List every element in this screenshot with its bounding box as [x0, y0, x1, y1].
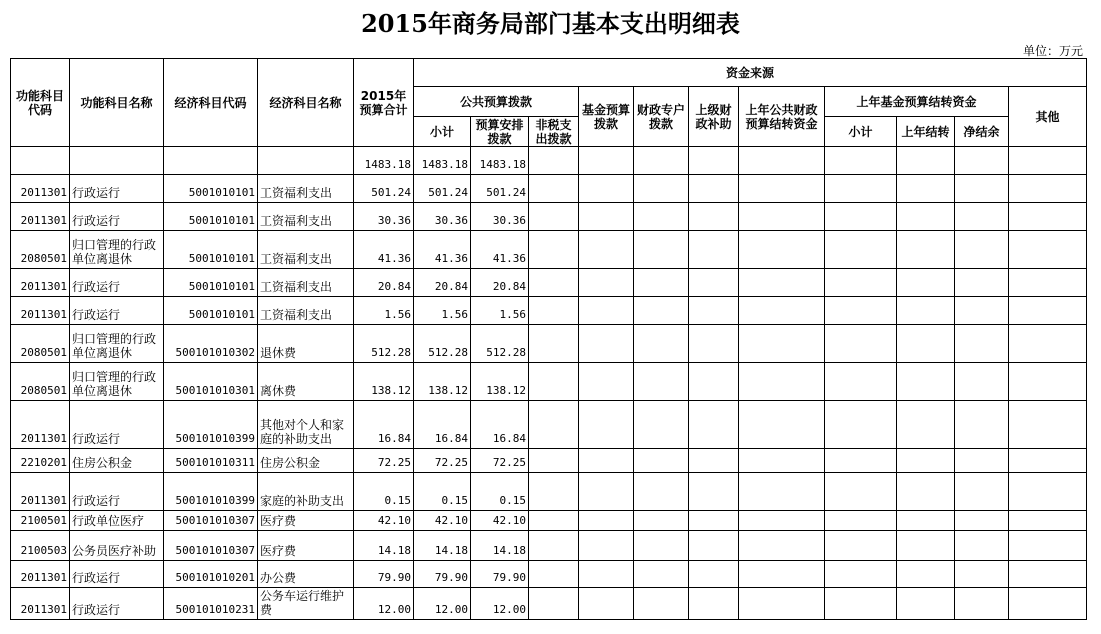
econ-name-cell: 离休费	[258, 363, 354, 401]
empty-cell	[955, 401, 1009, 449]
empty-cell	[579, 175, 634, 203]
arranged-cell: 20.84	[471, 269, 529, 297]
unit-label: 单位：万元	[1022, 44, 1083, 58]
total-cell: 72.25	[354, 449, 414, 473]
empty-cell	[897, 231, 955, 269]
econ-code-cell: 500101010307	[164, 531, 258, 561]
empty-cell	[634, 175, 689, 203]
func-name-cell: 行政运行	[70, 401, 164, 449]
empty-cell	[689, 363, 739, 401]
subtotal-cell: 12.00	[414, 588, 471, 620]
empty-cell	[579, 561, 634, 588]
table-row	[11, 531, 1087, 561]
subtotal-cell: 30.36	[414, 203, 471, 231]
empty-cell	[689, 401, 739, 449]
func-name-cell: 公务员医疗补助	[70, 531, 164, 561]
empty-cell	[955, 269, 1009, 297]
empty-cell	[689, 269, 739, 297]
subtotal-cell: 20.84	[414, 269, 471, 297]
empty-cell	[529, 363, 579, 401]
total-cell: 42.10	[354, 511, 414, 531]
empty-cell	[579, 297, 634, 325]
arranged-cell: 16.84	[471, 401, 529, 449]
empty-cell	[634, 231, 689, 269]
arranged-cell: 79.90	[471, 561, 529, 588]
empty-cell	[579, 401, 634, 449]
empty-cell	[689, 531, 739, 561]
budget-table	[10, 58, 1087, 620]
econ-code-cell: 500101010302	[164, 325, 258, 363]
empty-cell	[579, 325, 634, 363]
header-econ-name: 经济科目名称	[258, 59, 354, 147]
header-arranged: 预算安排拨款	[471, 117, 529, 147]
func-name-cell: 行政运行	[70, 175, 164, 203]
table-row	[11, 473, 1087, 511]
empty-cell	[739, 175, 825, 203]
table-row	[11, 449, 1087, 473]
econ-code-cell: 500101010301	[164, 363, 258, 401]
econ-name-cell: 医疗费	[258, 511, 354, 531]
func-code-cell: 2011301	[11, 473, 70, 511]
empty-cell	[825, 175, 897, 203]
func-name-cell: 归口管理的行政单位离退休	[70, 325, 164, 363]
func-code-cell: 2080501	[11, 325, 70, 363]
empty-cell	[1009, 531, 1087, 561]
empty-cell	[955, 175, 1009, 203]
empty-cell	[897, 401, 955, 449]
header-func-name: 功能科目名称	[70, 59, 164, 147]
empty-cell	[955, 449, 1009, 473]
empty-cell	[739, 449, 825, 473]
arranged-cell: 72.25	[471, 449, 529, 473]
empty-cell	[955, 203, 1009, 231]
empty-cell	[634, 203, 689, 231]
econ-name-cell: 公务车运行维护费	[258, 588, 354, 620]
empty-cell	[739, 269, 825, 297]
empty-cell	[955, 473, 1009, 511]
empty-cell	[689, 511, 739, 531]
econ-name-cell: 工资福利支出	[258, 203, 354, 231]
func-name-cell: 归口管理的行政单位离退休	[70, 231, 164, 269]
total-cell: 12.00	[354, 588, 414, 620]
table-row	[11, 363, 1087, 401]
header-other: 其他	[1009, 87, 1087, 147]
empty-cell	[529, 561, 579, 588]
empty-cell	[529, 203, 579, 231]
empty-cell	[897, 297, 955, 325]
total-cell: 41.36	[354, 231, 414, 269]
subtotal-cell: 42.10	[414, 511, 471, 531]
empty-cell	[529, 297, 579, 325]
empty-cell	[689, 561, 739, 588]
total-cell: 138.12	[354, 363, 414, 401]
empty-cell	[1009, 297, 1087, 325]
empty-cell	[955, 511, 1009, 531]
empty-cell	[825, 531, 897, 561]
empty-cell	[634, 449, 689, 473]
empty-cell	[739, 561, 825, 588]
total-row-total: 1483.18	[354, 147, 414, 175]
func-name-cell: 行政运行	[70, 473, 164, 511]
empty-cell	[897, 511, 955, 531]
econ-code-cell: 5001010101	[164, 297, 258, 325]
empty-cell	[529, 175, 579, 203]
header-prev-fund: 上年基金预算结转资金	[825, 87, 1009, 117]
empty-cell	[739, 473, 825, 511]
empty-cell	[634, 363, 689, 401]
econ-name-cell: 办公费	[258, 561, 354, 588]
empty-cell	[739, 401, 825, 449]
total-cell: 501.24	[354, 175, 414, 203]
subtotal-cell: 79.90	[414, 561, 471, 588]
table-row	[11, 511, 1087, 531]
page-title: 2015年商务局部门基本支出明细表	[361, 9, 740, 38]
func-code-cell: 2011301	[11, 175, 70, 203]
empty-cell	[1009, 511, 1087, 531]
table-row	[11, 297, 1087, 325]
func-name-cell: 行政运行	[70, 588, 164, 620]
subtotal-cell: 512.28	[414, 325, 471, 363]
empty-cell	[739, 588, 825, 620]
total-cell: 512.28	[354, 325, 414, 363]
empty-cell	[739, 531, 825, 561]
empty-cell	[955, 231, 1009, 269]
econ-code-cell: 500101010399	[164, 401, 258, 449]
empty-cell	[1009, 269, 1087, 297]
header-fund-budget: 基金预算拨款	[579, 87, 634, 147]
arranged-cell: 512.28	[471, 325, 529, 363]
empty-cell	[955, 363, 1009, 401]
empty-cell	[739, 203, 825, 231]
total-row-arranged: 1483.18	[471, 147, 529, 175]
empty-cell	[1009, 473, 1087, 511]
empty-cell	[825, 401, 897, 449]
empty-cell	[897, 269, 955, 297]
total-cell: 14.18	[354, 531, 414, 561]
empty-cell	[825, 269, 897, 297]
empty-cell	[955, 531, 1009, 561]
func-code-cell: 2011301	[11, 561, 70, 588]
econ-name-cell: 住房公积金	[258, 449, 354, 473]
empty-cell	[579, 269, 634, 297]
total-cell: 79.90	[354, 561, 414, 588]
empty-cell	[579, 363, 634, 401]
empty-cell	[1009, 325, 1087, 363]
empty-cell	[529, 325, 579, 363]
empty-cell	[579, 449, 634, 473]
table-row	[11, 175, 1087, 203]
arranged-cell: 12.00	[471, 588, 529, 620]
func-name-cell: 行政运行	[70, 203, 164, 231]
header-fiscal-special: 财政专户拨款	[634, 87, 689, 147]
empty-cell	[1009, 561, 1087, 588]
empty-cell	[689, 175, 739, 203]
subtotal-cell: 14.18	[414, 531, 471, 561]
empty-cell	[955, 588, 1009, 620]
empty-cell	[689, 588, 739, 620]
empty-cell	[897, 363, 955, 401]
empty-cell	[634, 269, 689, 297]
empty-cell	[825, 473, 897, 511]
total-cell: 30.36	[354, 203, 414, 231]
total-cell: 16.84	[354, 401, 414, 449]
empty-cell	[634, 325, 689, 363]
empty-cell	[529, 588, 579, 620]
empty-cell	[1009, 401, 1087, 449]
func-code-cell: 2011301	[11, 401, 70, 449]
header-public-budget: 公共预算拨款	[414, 87, 579, 117]
econ-name-cell: 家庭的补助支出	[258, 473, 354, 511]
empty-cell	[689, 473, 739, 511]
empty-cell	[1009, 449, 1087, 473]
header-net-surplus: 净结余	[955, 117, 1009, 147]
table-row	[11, 231, 1087, 269]
empty-cell	[897, 175, 955, 203]
empty-cell	[579, 203, 634, 231]
empty-cell	[529, 511, 579, 531]
empty-cell	[529, 449, 579, 473]
subtotal-cell: 41.36	[414, 231, 471, 269]
empty-cell	[689, 449, 739, 473]
empty-cell	[825, 511, 897, 531]
econ-code-cell: 5001010101	[164, 175, 258, 203]
empty-cell	[634, 511, 689, 531]
func-code-cell: 2080501	[11, 231, 70, 269]
empty-cell	[634, 531, 689, 561]
empty-cell	[955, 325, 1009, 363]
func-code-cell: 2011301	[11, 588, 70, 620]
empty-cell	[825, 561, 897, 588]
econ-code-cell: 500101010307	[164, 511, 258, 531]
empty-cell	[529, 231, 579, 269]
func-name-cell: 行政单位医疗	[70, 511, 164, 531]
func-code-cell: 2080501	[11, 363, 70, 401]
empty-cell	[529, 531, 579, 561]
econ-code-cell: 5001010101	[164, 231, 258, 269]
header-prev-transfer: 上年结转	[897, 117, 955, 147]
header-total: 2015年预算合计	[354, 59, 414, 147]
total-row-subtotal: 1483.18	[414, 147, 471, 175]
arranged-cell: 501.24	[471, 175, 529, 203]
func-name-cell: 归口管理的行政单位离退休	[70, 363, 164, 401]
empty-cell	[825, 203, 897, 231]
empty-cell	[579, 473, 634, 511]
empty-cell	[579, 231, 634, 269]
empty-cell	[825, 297, 897, 325]
arranged-cell: 14.18	[471, 531, 529, 561]
table-row	[11, 401, 1087, 449]
header-econ-code: 经济科目代码	[164, 59, 258, 147]
econ-code-cell: 500101010399	[164, 473, 258, 511]
subtotal-cell: 72.25	[414, 449, 471, 473]
econ-code-cell: 500101010311	[164, 449, 258, 473]
empty-cell	[897, 531, 955, 561]
func-code-cell: 2011301	[11, 269, 70, 297]
empty-cell	[579, 588, 634, 620]
empty-cell	[529, 473, 579, 511]
table-row	[11, 203, 1087, 231]
empty-cell	[825, 325, 897, 363]
empty-cell	[579, 511, 634, 531]
header-fund-source: 资金来源	[414, 59, 1087, 87]
func-name-cell: 行政运行	[70, 297, 164, 325]
func-code-cell: 2011301	[11, 203, 70, 231]
arranged-cell: 1.56	[471, 297, 529, 325]
header-prev-subtotal: 小计	[825, 117, 897, 147]
subtotal-cell: 1.56	[414, 297, 471, 325]
empty-cell	[739, 363, 825, 401]
empty-cell	[634, 588, 689, 620]
empty-cell	[897, 561, 955, 588]
empty-cell	[579, 531, 634, 561]
empty-cell	[1009, 203, 1087, 231]
empty-cell	[825, 588, 897, 620]
econ-name-cell: 工资福利支出	[258, 231, 354, 269]
empty-cell	[689, 297, 739, 325]
econ-name-cell: 医疗费	[258, 531, 354, 561]
empty-cell	[1009, 588, 1087, 620]
econ-code-cell: 500101010201	[164, 561, 258, 588]
econ-code-cell: 5001010101	[164, 269, 258, 297]
empty-cell	[739, 231, 825, 269]
subtotal-cell: 501.24	[414, 175, 471, 203]
empty-cell	[1009, 175, 1087, 203]
econ-name-cell: 工资福利支出	[258, 175, 354, 203]
subtotal-cell: 0.15	[414, 473, 471, 511]
empty-cell	[689, 325, 739, 363]
table-row	[11, 561, 1087, 588]
total-cell: 0.15	[354, 473, 414, 511]
empty-cell	[689, 203, 739, 231]
func-name-cell: 行政运行	[70, 561, 164, 588]
arranged-cell: 30.36	[471, 203, 529, 231]
total-row	[11, 147, 1087, 175]
header-prev-public: 上年公共财政预算结转资金	[739, 87, 825, 147]
subtotal-cell: 16.84	[414, 401, 471, 449]
empty-cell	[1009, 363, 1087, 401]
header-superior: 上级财政补助	[689, 87, 739, 147]
empty-cell	[897, 473, 955, 511]
table-row	[11, 325, 1087, 363]
func-code-cell: 2100503	[11, 531, 70, 561]
econ-name-cell: 工资福利支出	[258, 269, 354, 297]
empty-cell	[825, 449, 897, 473]
empty-cell	[739, 325, 825, 363]
econ-code-cell: 500101010231	[164, 588, 258, 620]
empty-cell	[825, 231, 897, 269]
table-row	[11, 588, 1087, 620]
empty-cell	[897, 203, 955, 231]
func-name-cell: 行政运行	[70, 269, 164, 297]
header-func-code: 功能科目代码	[11, 59, 70, 147]
empty-cell	[739, 511, 825, 531]
empty-cell	[634, 297, 689, 325]
econ-name-cell: 其他对个人和家庭的补助支出	[258, 401, 354, 449]
econ-name-cell: 工资福利支出	[258, 297, 354, 325]
header-subtotal: 小计	[414, 117, 471, 147]
table-row	[11, 269, 1087, 297]
econ-code-cell: 5001010101	[164, 203, 258, 231]
subtotal-cell: 138.12	[414, 363, 471, 401]
empty-cell	[739, 297, 825, 325]
empty-cell	[897, 325, 955, 363]
empty-cell	[529, 269, 579, 297]
empty-cell	[529, 401, 579, 449]
empty-cell	[825, 363, 897, 401]
empty-cell	[955, 561, 1009, 588]
total-cell: 1.56	[354, 297, 414, 325]
arranged-cell: 138.12	[471, 363, 529, 401]
func-name-cell: 住房公积金	[70, 449, 164, 473]
total-cell: 20.84	[354, 269, 414, 297]
arranged-cell: 42.10	[471, 511, 529, 531]
empty-cell	[634, 401, 689, 449]
arranged-cell: 0.15	[471, 473, 529, 511]
empty-cell	[1009, 231, 1087, 269]
func-code-cell: 2011301	[11, 297, 70, 325]
func-code-cell: 2100501	[11, 511, 70, 531]
empty-cell	[689, 231, 739, 269]
empty-cell	[897, 449, 955, 473]
econ-name-cell: 退休费	[258, 325, 354, 363]
arranged-cell: 41.36	[471, 231, 529, 269]
empty-cell	[634, 473, 689, 511]
empty-cell	[634, 561, 689, 588]
empty-cell	[897, 588, 955, 620]
empty-cell	[955, 297, 1009, 325]
header-nontax: 非税支出拨款	[529, 117, 579, 147]
func-code-cell: 2210201	[11, 449, 70, 473]
